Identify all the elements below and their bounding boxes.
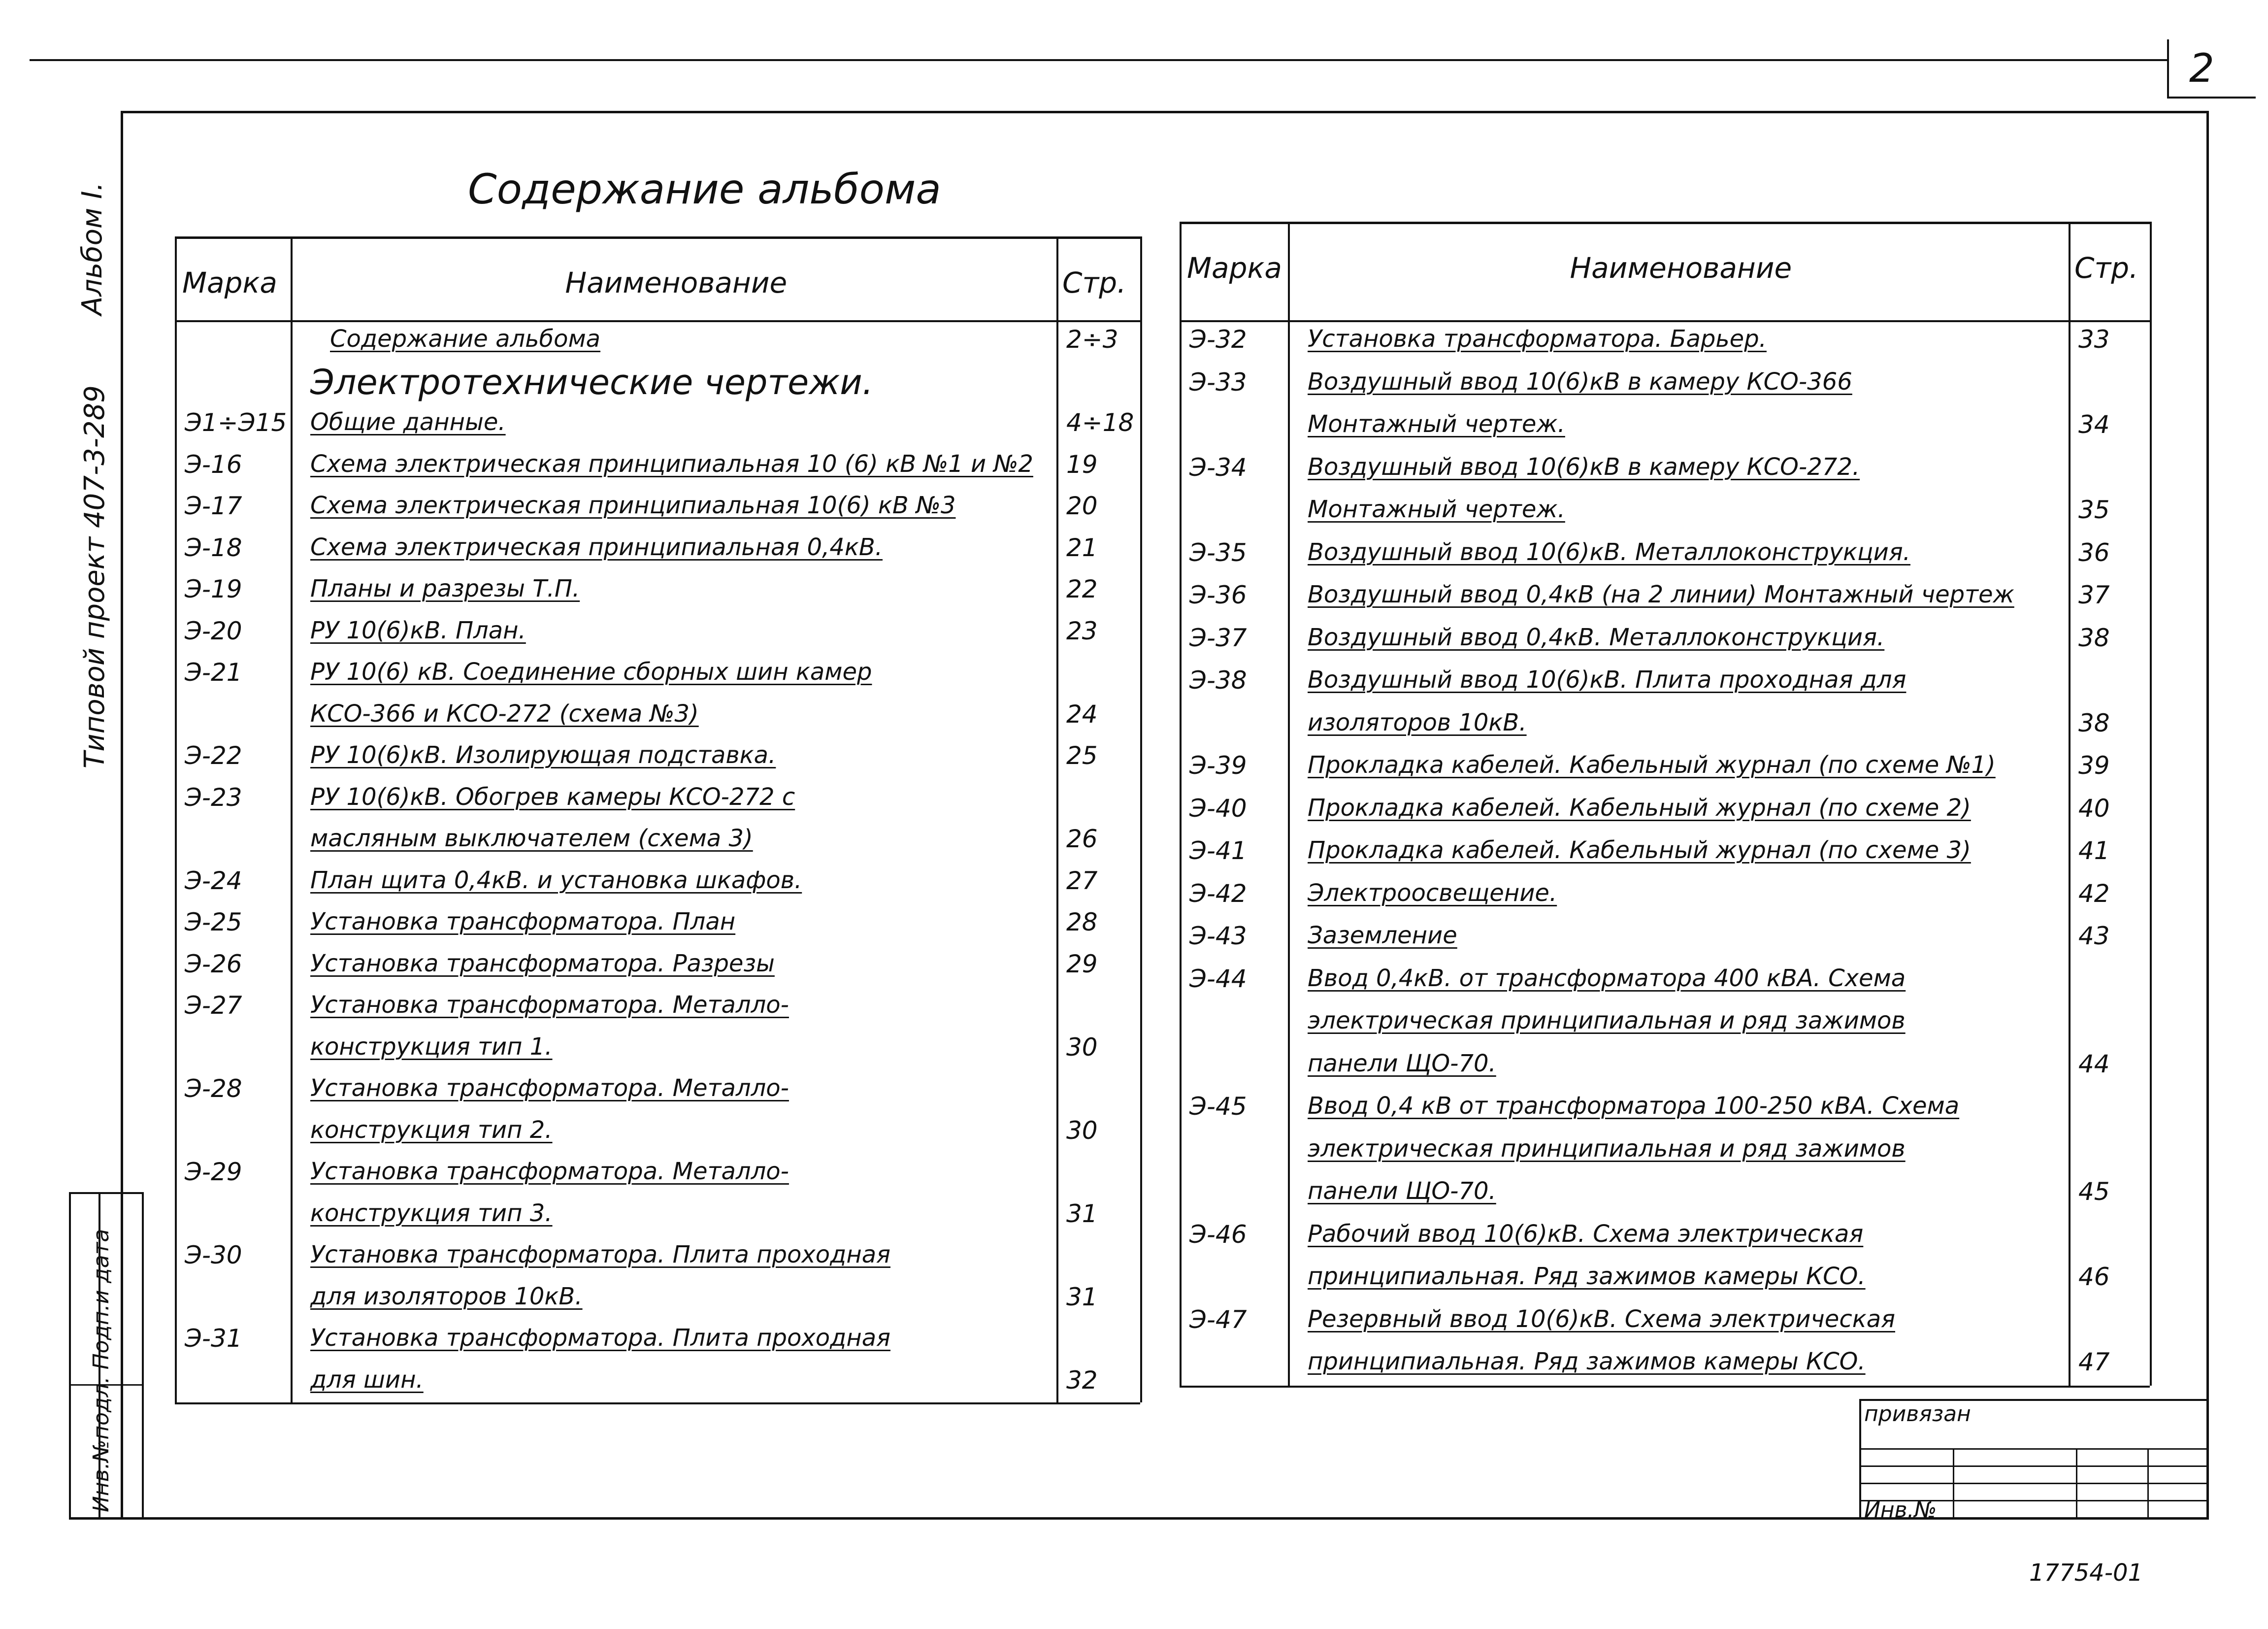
row-name: РУ 10(6)кВ. Обогрев камеры КСО-272 с <box>310 783 795 811</box>
row-name: Воздушный ввод 0,4кВ. Металлоконструкция. <box>1308 623 1885 651</box>
row-name: Воздушный ввод 0,4кВ (на 2 линии) Монтажный чертеж <box>1308 581 2014 608</box>
header-mark: Марка <box>182 266 277 299</box>
row-mark: Э-18 <box>185 533 242 562</box>
header-page: Стр. <box>1062 266 1126 299</box>
row-mark: Э-46 <box>1189 1220 1247 1249</box>
side-stamp-left <box>69 1192 71 1520</box>
row-name: Установка трансформатора. Металло- <box>310 1158 789 1185</box>
frame-left <box>121 111 123 1520</box>
album-label: Альбом I. <box>76 182 108 315</box>
row-page: 30 <box>1066 1116 1098 1145</box>
row-name: изоляторов 10кВ. <box>1308 708 1527 736</box>
row-mark: Э-24 <box>185 866 242 895</box>
row-page: 38 <box>2078 623 2110 652</box>
row-name: Рабочий ввод 10(6)кВ. Схема электрическая <box>1308 1220 1864 1248</box>
row-mark: Э-43 <box>1189 922 1247 950</box>
row-page: 27 <box>1066 866 1098 895</box>
row-mark: Э-23 <box>185 783 242 812</box>
row-mark: Э-45 <box>1189 1092 1247 1121</box>
row-page: 35 <box>2078 496 2110 524</box>
row-page: 46 <box>2078 1263 2110 1291</box>
row-page: 37 <box>2078 581 2110 609</box>
row-name: Схема электрическая принципиальная 10(6) кВ №3 <box>310 492 956 519</box>
row-name: панели ЩО-70. <box>1308 1049 1496 1077</box>
row-name: для шин. <box>310 1365 424 1394</box>
row-page: 31 <box>1066 1199 1098 1228</box>
row-name: Заземление <box>1308 922 1457 949</box>
row-name: конструкция тип 1. <box>310 1032 553 1061</box>
row-page: 26 <box>1066 825 1098 853</box>
frame-right <box>2206 111 2209 1520</box>
row-page: 22 <box>1066 575 1098 603</box>
row-name: Планы и разрезы Т.П. <box>310 575 580 602</box>
row-mark: Э-26 <box>185 949 242 978</box>
row-name: РУ 10(6) кВ. Соединение сборных шин камер <box>310 658 872 686</box>
header-page: Стр. <box>2074 251 2138 285</box>
row-mark: Э-25 <box>185 908 242 936</box>
row-name: Прокладка кабелей. Кабельный журнал (по схеме 2) <box>1308 794 1971 822</box>
row-name: Воздушный ввод 10(6)кВ в камеру КСО-366 <box>1308 367 1852 396</box>
row-name: Установка трансформатора. Плита проходная <box>310 1324 891 1352</box>
top-rule <box>30 59 2167 61</box>
row-page: 34 <box>2078 410 2110 439</box>
row-mark: Э-35 <box>1189 538 1247 567</box>
row-name: электрическая принципиальная и ряд зажимов <box>1308 1007 1906 1034</box>
row-page: 42 <box>2078 879 2110 908</box>
sheet-number-box-left <box>2167 39 2169 99</box>
sheet-number: 2 <box>2189 45 2214 91</box>
row-name: Установка трансформатора. Барьер. <box>1308 325 1767 353</box>
row-name: Установка трансформатора. Плита проходная <box>310 1241 891 1268</box>
row-name: План щита 0,4кВ. и установка шкафов. <box>310 866 802 894</box>
sheet-number-box-bottom <box>2167 97 2256 99</box>
row-name: Воздушный ввод 10(6)кВ. Плита проходная для <box>1308 666 1906 694</box>
row-mark: Э-16 <box>185 450 242 479</box>
row-mark: Э-38 <box>1189 666 1247 695</box>
row-mark: Э-44 <box>1189 964 1247 993</box>
row-name: Монтажный чертеж. <box>1308 496 1565 523</box>
row-page: 21 <box>1066 533 1098 562</box>
row-page: 41 <box>2078 836 2110 865</box>
row-name: панели ЩО-70. <box>1308 1177 1496 1205</box>
row-name: Воздушный ввод 10(6)кВ в камеру КСО-272. <box>1308 453 1860 481</box>
row-name: Содержание альбома <box>330 325 601 353</box>
row-name: Электроосвещение. <box>1308 879 1557 907</box>
row-page: 39 <box>2078 751 2110 780</box>
row-page: 33 <box>2078 325 2110 354</box>
frame-top <box>121 111 2209 113</box>
row-mark: Э-31 <box>185 1324 242 1353</box>
page-title: Содержание альбома <box>468 165 941 213</box>
row-mark: Э-33 <box>1189 367 1247 397</box>
row-page: 47 <box>2078 1348 2110 1376</box>
row-name: Установка трансформатора. Металло- <box>310 991 789 1019</box>
row-name: РУ 10(6)кВ. План. <box>310 616 526 644</box>
side-stamp-top <box>69 1192 144 1194</box>
row-name: РУ 10(6)кВ. Изолирующая подставка. <box>310 741 776 769</box>
row-mark: Э1÷Э15 <box>185 408 287 437</box>
row-mark: Э-29 <box>185 1158 242 1186</box>
row-mark: Э-40 <box>1189 794 1247 823</box>
row-mark: Э-17 <box>185 492 242 520</box>
row-page: 29 <box>1066 949 1098 978</box>
row-page: 40 <box>2078 794 2110 823</box>
row-page: 28 <box>1066 908 1098 936</box>
row-mark: Э-41 <box>1189 836 1247 865</box>
row-name: Монтажный чертеж. <box>1308 410 1565 438</box>
row-mark: Э-36 <box>1189 581 1247 609</box>
row-name: Ввод 0,4кВ. от трансформатора 400 кВА. Схема <box>1308 964 1906 992</box>
row-name: принципиальная. Ряд зажимов камеры КСО. <box>1308 1263 1866 1290</box>
stamp-bound-label: привязан <box>1864 1401 1971 1427</box>
row-mark: Э-30 <box>185 1241 242 1269</box>
row-name: Установка трансформатора. Разрезы <box>310 949 775 977</box>
row-page: 36 <box>2078 538 2110 567</box>
side-stamp-right <box>142 1192 144 1520</box>
row-name: КСО-366 и КСО-272 (схема №3) <box>310 699 699 728</box>
row-mark: Э-34 <box>1189 453 1247 482</box>
row-name: электрическая принципиальная и ряд зажимов <box>1308 1134 1906 1163</box>
row-page: 31 <box>1066 1282 1098 1311</box>
stamp-inv-label: Инв.№ <box>1864 1497 1937 1523</box>
row-name: Установка трансформатора. План <box>310 908 736 935</box>
row-name: масляным выключателем (схема 3) <box>310 825 753 852</box>
row-mark: Э-20 <box>185 616 242 645</box>
footer-code: 17754-01 <box>2029 1559 2143 1587</box>
row-mark: Э-42 <box>1189 879 1247 908</box>
row-mark: Э-32 <box>1189 325 1247 354</box>
project-label: Типовой проект 407-3-289 <box>79 385 111 768</box>
row-name: конструкция тип 2. <box>310 1116 553 1144</box>
row-page: 44 <box>2078 1049 2110 1078</box>
row-mark: Э-27 <box>185 991 242 1020</box>
row-page: 24 <box>1066 699 1098 729</box>
row-name: принципиальная. Ряд зажимов камеры КСО. <box>1308 1348 1866 1375</box>
row-name: Резервный ввод 10(6)кВ. Схема электрическая <box>1308 1305 1895 1333</box>
row-page: 45 <box>2078 1177 2110 1206</box>
row-mark: Э-47 <box>1189 1305 1247 1334</box>
row-mark: Э-39 <box>1189 751 1247 780</box>
row-mark: Э-21 <box>185 658 242 687</box>
row-mark: Э-22 <box>185 741 242 770</box>
row-name: Прокладка кабелей. Кабельный журнал (по схеме №1) <box>1308 751 1996 779</box>
row-name: Воздушный ввод 10(6)кВ. Металлоконструкция. <box>1308 538 1910 566</box>
header-name: Наименование <box>1570 251 1792 285</box>
row-page: 30 <box>1066 1032 1098 1062</box>
row-name: для изоляторов 10кВ. <box>310 1282 583 1310</box>
row-page: 25 <box>1066 741 1098 770</box>
row-name: Прокладка кабелей. Кабельный журнал (по схеме 3) <box>1308 836 1971 864</box>
row-page: 4÷18 <box>1066 408 1134 437</box>
row-name: Ввод 0,4 кВ от трансформатора 100-250 кВА. Схема <box>1308 1092 1960 1120</box>
row-name: Схема электрическая принципиальная 10 (6) кВ №1 и №2 <box>310 450 1033 478</box>
row-mark: Э-37 <box>1189 623 1247 652</box>
row-name: Электротехнические чертежи. <box>310 362 874 402</box>
row-mark: Э-28 <box>185 1074 242 1103</box>
row-page: 2÷3 <box>1066 325 1118 354</box>
row-name: Установка трансформатора. Металло- <box>310 1074 789 1102</box>
header-name: Наименование <box>565 266 788 299</box>
row-page: 23 <box>1066 616 1098 645</box>
row-mark: Э-19 <box>185 575 242 603</box>
side-stamp-title: Инв.№подл. Подп.и дата <box>89 1229 114 1512</box>
row-name: Общие данные. <box>310 408 506 436</box>
row-page: 43 <box>2078 922 2110 950</box>
row-page: 20 <box>1066 492 1098 520</box>
row-page: 32 <box>1066 1365 1098 1395</box>
row-page: 38 <box>2078 708 2110 737</box>
row-page: 19 <box>1066 450 1098 479</box>
row-name: конструкция тип 3. <box>310 1199 553 1227</box>
row-name: Схема электрическая принципиальная 0,4кВ. <box>310 533 883 561</box>
header-mark: Марка <box>1187 251 1282 285</box>
